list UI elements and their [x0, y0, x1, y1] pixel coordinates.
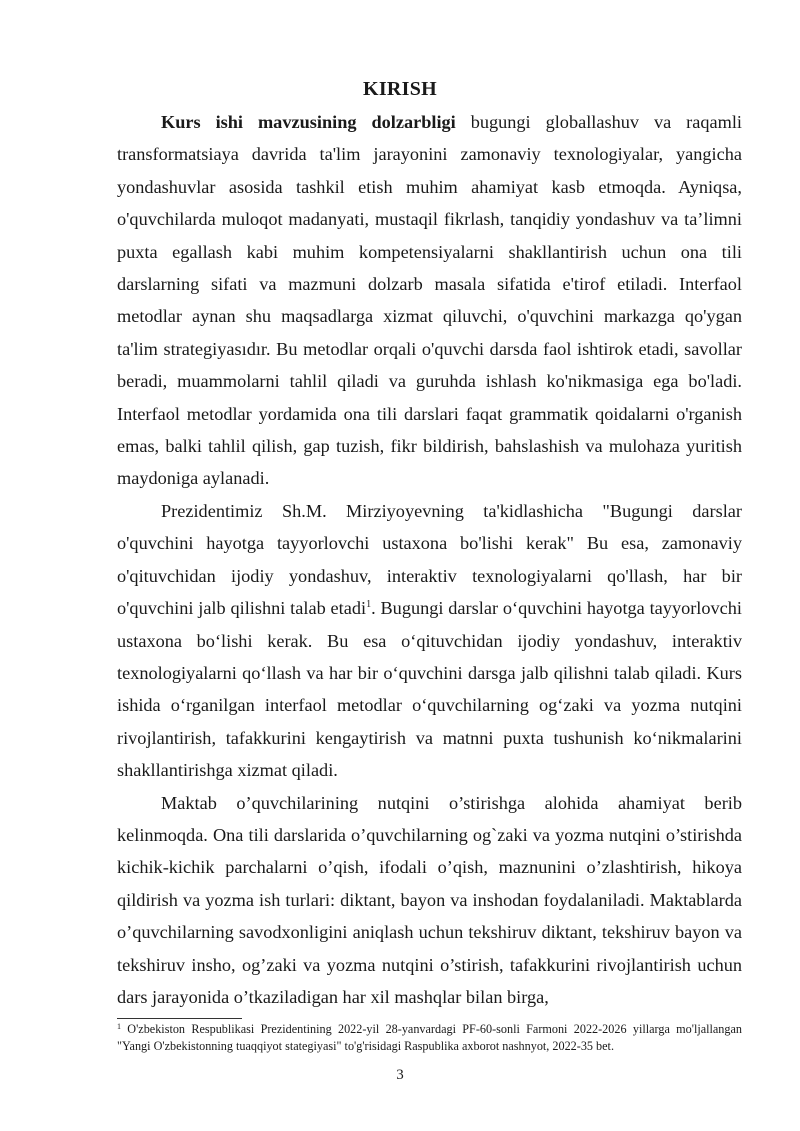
page-title: KIRISH — [362, 78, 438, 100]
paragraph-text: Maktab o’quvchilarining nutqini o’stirishga alohida ahamiyat berib kelinmoqda. Ona tili darslarida o’quvchilarning og`zaki va yozma nutqini o’stirishda kichik-kichik parchalarni o’qish, ifodali o’qish, maznunini o’zlashtirish, hikoya qildirish va yozma ish turlari: diktant, bayon va inshodan foydalaniladi. Maktablarda o’quvchilarning savodxonligini aniqlash uchun tekshiruv diktant, tekshiruv bayon va tekshiruv insho, og’zaki va yozma nutqini o’stirish, tafakkurini rivojlantirish uchun dars jarayonida o’tkaziladigan har xil mashqlar bilan birga, — [117, 792, 742, 1007]
paragraph-text-before-ref: Prezidentimiz Sh.M. Mirziyoyevning ta'kidlashicha "Bugungi darslar o'quvchini hayotga tayyorlovchi ustaxona bo'lishi kerak" Bu esa, zamonaviy o'qituvchidan ijodiy yondashuv, interaktiv texnologiyalarni qo'llash, har bir o'quvchini jalb qilishni talab etadi — [117, 500, 742, 619]
footnote-text: O'zbekiston Respublikasi Prezidentining 2022-yil 28-yanvardagi PF-60-sonli Farmoni 2022-2026 yillarga mo'ljallangan "Yangi O'zbekistonning tuaqqiyot stategiyasi" to'g'risidagi Raspublika axborot nashnyot, 2022-35 bet. — [117, 1022, 742, 1053]
page-number: 3 — [396, 1067, 404, 1083]
paragraph-relevance — [117, 106, 742, 495]
footnote-separator — [117, 1018, 242, 1019]
footnote-mark: 1 — [117, 1022, 121, 1031]
paragraph-lead-bold: Kurs ishi mavzusining dolzarbligi — [161, 112, 456, 132]
footnote — [117, 1021, 742, 1055]
footnote-reference[interactable]: 1 — [366, 599, 372, 611]
body-text — [117, 106, 742, 1013]
paragraph-text: bugungi globallashuv va raqamli transformatsiaya davrida ta'lim jarayonini zamonaviy texnologiyalar, yangicha yondashuvlar asosida tashkil etish muhim ahamiyat kasb etmoqda. Ayniqsa, o'quvchilarda muloqot madanyati, mustaqil fikrlash, tanqidiy yondashuv va ta’limni puxta egallash kabi muhim kompetensiyalarni shakllantirish uchun ona tili darslarning sifati va mazmuni dolzarb masala sifatida e'tirof etiladi. Interfaol metodlar aynan shu maqsadlarga xizmat qiluvchi, o'quvchini markazga qo'ygan ta'lim strategiyasıdır. Bu metodlar orqali o'quvchi darsda faol ishtirok etadi, savollar beradi, muammolarni tahlil qiladi va guruhda ishlash ko'nikmasiga ega bo'ladi. Interfaol metodlar yordamida ona tili darslari faqat grammatik qoidalarni o'rganish emas, balki tahlil qilish, gap tuzish, fikr bildirish, bahslashish va mulohaza yuritish maydoniga aylanadi. — [117, 112, 743, 489]
paragraph-text-after-ref: . Bugungi darslar o‘quvchini hayotga tayyorlovchi ustaxona bo‘lishi kerak. Bu esa o‘qituvchidan ijodiy yondashuv, interaktiv texnologiyalarni qo‘llash va har bir o‘quvchini darsga jalb qilishni talab qiladi. Kurs ishida o‘rganilgan interfaol metodlar o‘quvchilarning og‘zaki va yozma nutqini rivojlantirish, tafakkurini kengaytirish va matnni puxta tushunish ko‘nikmalarini shakllantirishga xizmat qiladi. — [117, 598, 743, 781]
paragraph-speech-development — [117, 787, 742, 1014]
paragraph-president-quote — [117, 495, 742, 787]
